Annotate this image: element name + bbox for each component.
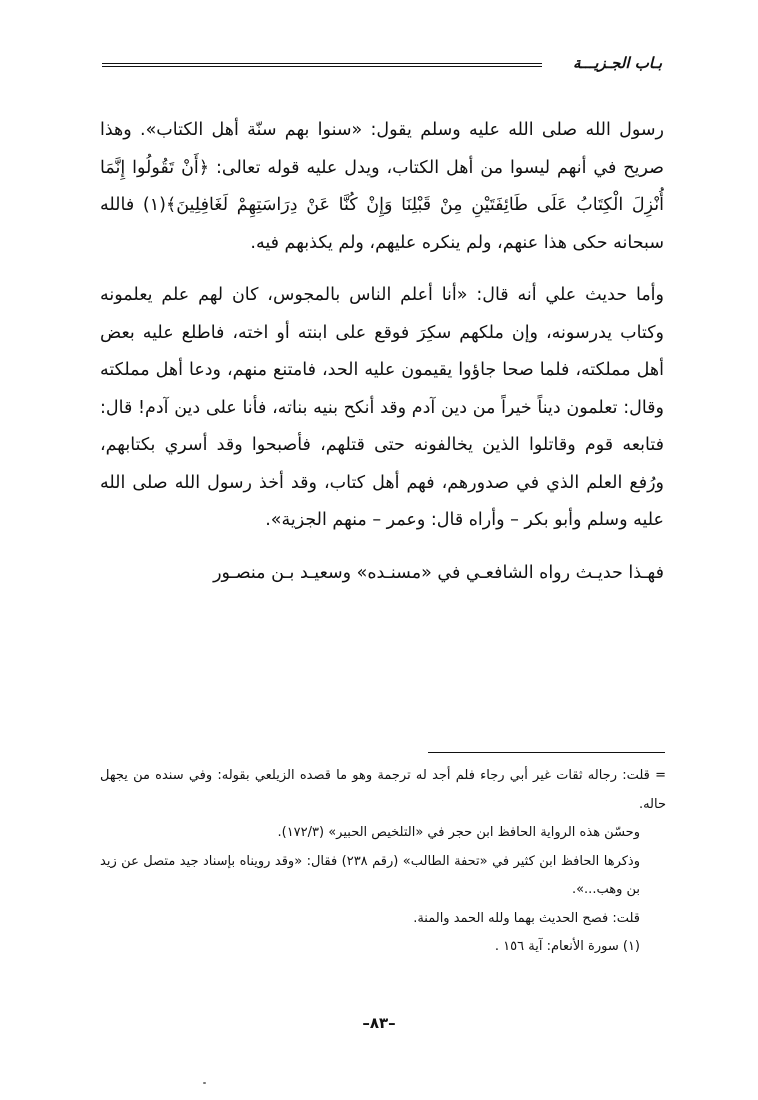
footnote-reference[interactable]: (١): [142, 195, 166, 215]
footnote-ibn-hajar: وحسّن هذه الرواية الحافظ ابن حجر في «التلخيص الحبير» (١٧٢/٣).: [277, 825, 640, 840]
paragraph-1-conclusion: فالله سبحانه حكى هذا عنهم، ولم ينكره عليهم، ولم يكذبهم فيه.: [100, 195, 664, 253]
paragraph-1-intro: رسول الله صلى الله عليه وسلم يقول: «سنوا بهم سنّة أهل الكتاب». وهذا صريح في أنهم ليسوا من أهل الكتاب، ويدل عليه قوله تعالى:: [100, 120, 664, 178]
footnote-conclusion: قلت: فصح الحديث بهما ولله الحمد والمنة.: [413, 910, 640, 926]
quran-verse: ﴿أَنْ تَقُولُوا إِنَّمَا أُنْزِلَ الْكِتَابُ عَلَى طَائِفَتَيْنِ مِنْ قَبْلِنَا وَإِنْ كُنَّا عَنْ دِرَاسَتِهِمْ لَغَافِلِينَ﴾: [100, 157, 664, 215]
chapter-title: بـاب الجـزيـــة: [573, 54, 662, 72]
footnote-continuation: = قلت: رجاله ثقات غير أبي رجاء فلم أجد له ترجمة وهو ما قصده الزيلعي بقوله: وفي سنده من يجهل حاله.: [100, 768, 666, 812]
page-number: –٨٣–: [362, 1014, 396, 1032]
header-rule: [102, 63, 542, 67]
running-header: [102, 54, 662, 76]
footnote-1: (١) سورة الأنعام: آية ١٥٦ .: [494, 939, 640, 954]
paragraph-1: [100, 112, 664, 262]
footnotes: [100, 762, 666, 962]
footnote-ibn-kathir: وذكرها الحافظ ابن كثير في «تحفة الطالب» (رقم ٢٣٨) فقال: «وقد رويناه بإسناد جيد متصل عن زيد بن وهب...».: [100, 853, 640, 897]
paragraph-3: فهـذا حديـث رواه الشافعـي في «مسنـده» وسعيـد بـن منصـور: [213, 562, 664, 583]
footnote-separator: [428, 752, 665, 753]
paragraph-2: وأما حديث علي أنه قال: «أنا أعلم الناس بالمجوس، كان لهم علم يعلمونه وكتاب يدرسونه، وإن ملكهم سكِرَ فوقع على ابنته أو اخته، فاطلع عليه بعض أهل مملكته، فلما صحا جاؤوا يقيمون عليه الحد، فامتنع منهم، ودعا أهل مملكته وقال: تعلمون ديناً خيراً من دين آدم وقد أنكح بنيه بناته، فأنا على دين آدم! قال: فتابعه قوم وقاتلوا الذين يخالفونه حتى قتلهم، فأصبحوا وقد أسري بكتابهم، ورُفع العلم الذي في صدورهم، فهم أهل كتاب، وقد أخذ رسول الله صلى الله عليه وسلم وأبو بكر – وأراه قال: وعمر – منهم الجزية».: [100, 285, 664, 530]
main-text: [100, 112, 664, 592]
scan-speck: [203, 1082, 206, 1084]
